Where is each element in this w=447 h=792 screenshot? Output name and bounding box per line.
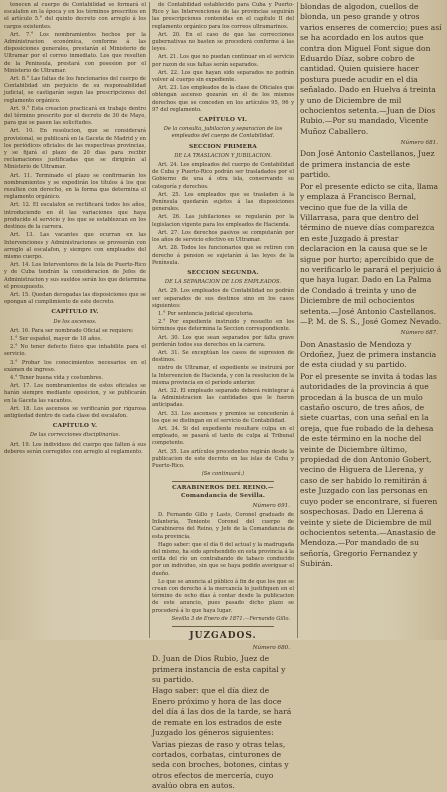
paragraph: Don José Antonio Castellanos, Juez de primera instancia de este partido. [300,149,435,180]
paragraph: Varias piezas de raso y otras telas, cortados, corbatas, cinturones de seda con broches, botones, cintas y otros efectos de mercería, cuyo avalúo obra en autos. [152,739,289,791]
paragraph: Art. 15. Quedan derogadas las disposiciones que se opongan al cumplimiento de este decreto. [4,291,146,306]
notice-number: Número 681. [400,140,438,147]
paragraph: Art. 18. Los ascensos se verificarán por rigurosa antigüedad dentro de cada clase del escalafon. [4,405,146,419]
paragraph: Art. 33. Los ascensos y premios se concederán á los que se distingan en el servicio de Contabilidad. [152,410,294,424]
notice-number: Número 687. [400,330,438,337]
paragraph: Por el presente se invita á todas las autoridades de la provincia á que procedan á la busca de un mulo castaño oscuro, de tres años, de siete cuartas, con una señal en la oreja, que fue robado de la dehesa de este término en la noche del veinte de Diciembre último, propiedad de don Antonio Gobert, vecino de Higuera de Llerena, y caso de ser habido lo remitirán á este Juzgado con las personas en cuyo poder se encontrare, si fueren sospechosas. Dado en Llerena á veinte y siete de Diciembre de mil ochocientos setenta.—Anastasio de Mendoza.—Por mandado de su señoría, Gregorio Fernandez y Subirán. [300,371,438,569]
paragraph: Art. 10. En resolucion, que se considerará provisional, se publicará en la Gaceta de Madrid y en los periódicos oficiales de las respectivas provincias, y se fijará el plazo de 20 dias para recibir reclamaciones justificadas que se dirigirán al Ministerio de Ultramar. [4,128,146,171]
paragraph: 4.° Tener buena vida y costumbres. [10,374,104,381]
paragraph: Art. 29. Los empleados de Contabilidad no podrán ser separados de sus destinos sino en los casos siguientes: [152,288,294,309]
paragraph: Art. 28. Todos los funcionarios que se retiren con derecho á pension se sujetarán á las leyes de la Península. [152,245,294,266]
paragraph: D. Fernando Gillo y Lasts, Coronel graduado de Infantería, Teniente Coronel del cuerpo de Carabineros del Reino, y Jefe de la Comandancia de esta provincia. [152,512,294,540]
paragraph: tenecen al cuerpo de Contabilidad se formará el escalafon en la época y en los términos prescritos en el artículo 5.° del quinto decreto con arreglo á los cargos existentes. [4,2,146,30]
paragraph: 2.° No tener defecto físico que inhabilite para el servicio. [4,344,146,358]
paragraph: Art. 26. Las jubilaciones se regularán por la legislacion vigente para los empleados de Hacienda. [152,214,294,228]
chapter-subheading: De los ascensos. [53,318,97,325]
paragraph: Art. 21. Los que no puedan continuar en el servicio por razon de sus faltas serán separados. [152,54,294,68]
paragraph: Art. 34. Si del expediente resultare culpa en el empleado, se pasará el tanto de culpa al Tribunal competente. [152,425,294,447]
column-rule [149,2,150,638]
paragraph: 1.° Ser español, mayor de 18 años. [10,335,102,342]
paragraph: Don Anastasio de Mendoza y Ordoñez, Juez de primera instancia de esta ciudad y su partido. [300,339,437,370]
paragraph: Art. 16. Para ser nombrado Oficial se requiere: [10,327,134,334]
chapter-heading: CAPÍTULO IV. [51,309,99,316]
section-heading: SECCION SEGUNDA. [187,269,259,276]
notice-number: Número 691. [252,502,290,509]
section-subheading: DE LA SEPARACION DE LOS EMPLEADOS. [164,279,282,286]
paragraph: Art. 13. Las vacantes que ocurran en las Intervenciones y Administraciones se proveerán con arreglo al escalafon, y siempre con empleados del mismo cuerpo. [4,232,146,260]
column-right [300,2,442,636]
chapter-heading: CAPÍTULO V. [52,423,98,430]
paragraph: Art. 31. Se exceptúan los casos de supresion de destinos. [152,349,294,364]
paragraph: Por el presente edicto se cita, llama y emplaza á Francisco Bernal, vecino que fue de la villa de Villarrasa, para que dentro del término de nueve días comparezca en este Juzgado á prestar declaracion en la causa que se le sigue por hurto; apercibido que de no verificarlo le parará el perjuicio á que haya lugar. Dado en La Palma de Condado á treinta y uno de Diciembre de mil ochocientos setenta.—José Antonio Castellanos.—P. M. de S. S., José Gomez Nevado. [300,181,442,326]
paragraph: D. Juan de Dios Rubio, Juez de primera instancia de esta capital y su partido. [152,654,286,685]
paragraph: Art. 8.° Las faltas de los funcionarios del cuerpo de Contabilidad sin perjuicio de su responsabilidad judicial, se castigarán segun las prescripciones del reglamento orgánico. [4,76,146,104]
signature-line: Sevilla 3 de Enero de 1871.—Fernando Gillo. [171,615,290,622]
paragraph: nistro de Ultramar, el expediente se instruirá por la Intervencion de Hacienda, y con la resolucion de la misma provincia en el período anterior. [152,365,294,386]
divider [172,626,274,627]
notice-heading: CARABINEROS DEL REINO.—Comandancia de Sevilla. [172,485,274,499]
paragraph: Art. 12. El escalafon se rectificará todos los años, introduciendo en él las variaciones que haya producido el servicio y los que se establezcan en los destinos de la carrera. [4,202,146,231]
paragraph: Art. 9.° Esta creacion practicará en trabajo dentro del término prescrito por el decreto de 30 de Mayo, para que se pasen las solicitudes. [4,105,146,127]
notice-number: Número 680. [252,645,290,652]
paragraph: de Contabilidad establecido para Cuba y Puerto-Rico y las Intervenciones de las provincias seguirán las prescripciones contenidas en el capítulo II del reglamento orgánico para los correos ultramarinos. [152,2,294,30]
paragraph: Lo que se anuncia al público á fin de que los que se crean con derecho á la mercancía lo justifiquen en el término de ocho días á contar desde la publicacion de este anuncio, pues pasado dicho plazo se procederá á lo que haya lugar. [152,578,294,614]
paragraph: Art. 20. En el caso de que las correcciones gubernativas no basten se procederá conforme á las leyes. [152,31,294,53]
section-subheading: DE LA TRASLACION Y JUBILACION. [174,152,272,159]
paragraph: Art. 17. Los nombramientos de estos oficiales se harán siempre mediante oposicion, y se publicarán en la Gaceta las vacantes. [4,383,146,404]
paragraph: Hago saber: que el día 6 del actual y la madrugada del mismo, ha sido aprehendido en esta provincia á la orilla del río un contrabando de tabaco conducido por un individuo, sin que se haya podido averiguar el dueño. [152,541,294,577]
paragraph: Art. 35. Los artículos precedentes regirán desde la publicacion de este decreto en las islas de Cuba y Puerto-Rico. [152,448,294,469]
column-rule [297,2,298,638]
chapter-heading: CAPÍTULO VI. [198,117,248,124]
chapter-subheading: De las correcciones disciplinarias. [29,432,121,439]
paragraph: Art. 19. Los individuos del cuerpo que falten á sus deberes serán corregidos con arreglo al reglamento. [4,441,146,455]
section-title-juzgados: JUZGADOS. [189,631,257,642]
paragraph: blondas de algodon, cuellos de blonda, un peso grande y otros varios enseres de comercio; pues así se ha acordado en los autos que contra don Miguel Font sigue don Eduardo Díaz, sobre cobro de cantidad. Quien quisiere hacer postura puede acudir en el dia señalado. Dado en Huelva á treinta y uno de Diciembre de mil ochocientos setenta.—Juan de Dios Rubio.—Por su mandado, Vicente Muñoz Caballero. [300,2,442,136]
column-left [4,2,146,636]
paragraph: Art. 25. Los empleados que se trasladen á la Península quedarán sujetos á las disposiciones generales. [152,191,294,213]
section-heading: SECCION PRIMERA [189,143,257,150]
paragraph: Art. 32. El empleado separado deberá reintegrar á la Administracion las cantidades que le fueron anticipadas. [152,387,294,409]
paragraph: Art. 14. Los Interventores de la Isla de Puerto-Rico y de Cuba tendrán la consideracion de Jefes de Administracion y sus sueldos serán los que determina el presupuesto. [4,262,146,290]
paragraph: 2.° Por expediente instruido y resuelto en los términos que determina la Seccion correspondiente. [152,319,294,333]
column-middle [152,2,294,791]
continued-note: (Se continuará.) [201,471,245,478]
paragraph: Art. 11. Terminado el plazo se confirmarán los nombramientos y se expedirán los títulos á los que resulten con derecho, en la forma que determina el reglamento orgánico. [4,172,146,201]
paragraph: Art. 7.° Los nombramientos hechos por la Administracion económica, conforme á las disposiciones generales, prestarán el Ministerio de Ultramar por el correo inmediato. Los que resulten de la Peninsula, prestará con posesion por el Ministerio de Ultramar. [4,31,146,74]
paragraph: 1.° Por sentencia judicial ejecutoria. [158,310,254,317]
paragraph: 3.° Probar los conocimientos necesarios en el exámen de ingreso. [4,359,146,373]
paragraph: Art. 22. Los que hayan sido separados no podrán volver al cuerpo sin expediente. [152,69,294,84]
paragraph: Art. 23. Los empleados de la clase de Oficiales que obtengan ascenso gozarán en él de los mismos derechos que se conceden en los artículos 95, 96 y 97 del reglamento. [152,85,294,113]
paragraph: Art. 24. Los empleados del cuerpo de Contabilidad de Cuba y Puerto-Rico podrán ser trasladados por el Gobierno de una á otra isla, conservando su categoría y derechos. [152,162,294,190]
paragraph: Hago saber: que el día diez de Enero próximo y hora de las doce del día á las dos de la tarde, se hará de remate en los estrados de este Juzgado los géneros siguientes: [152,686,292,738]
paragraph: Art. 30. Los que sean separados por falta grave perderán todos sus derechos en la carrera. [152,334,294,348]
chapter-subheading: De la consulta, jubilacion y separacion de los empleados del cuerpo de Contabilidad. [163,126,283,140]
divider [172,481,274,482]
paragraph: Art. 27. Los derechos pasivos se computarán por los años de servicio efectivo en Ultramar. [152,229,294,244]
